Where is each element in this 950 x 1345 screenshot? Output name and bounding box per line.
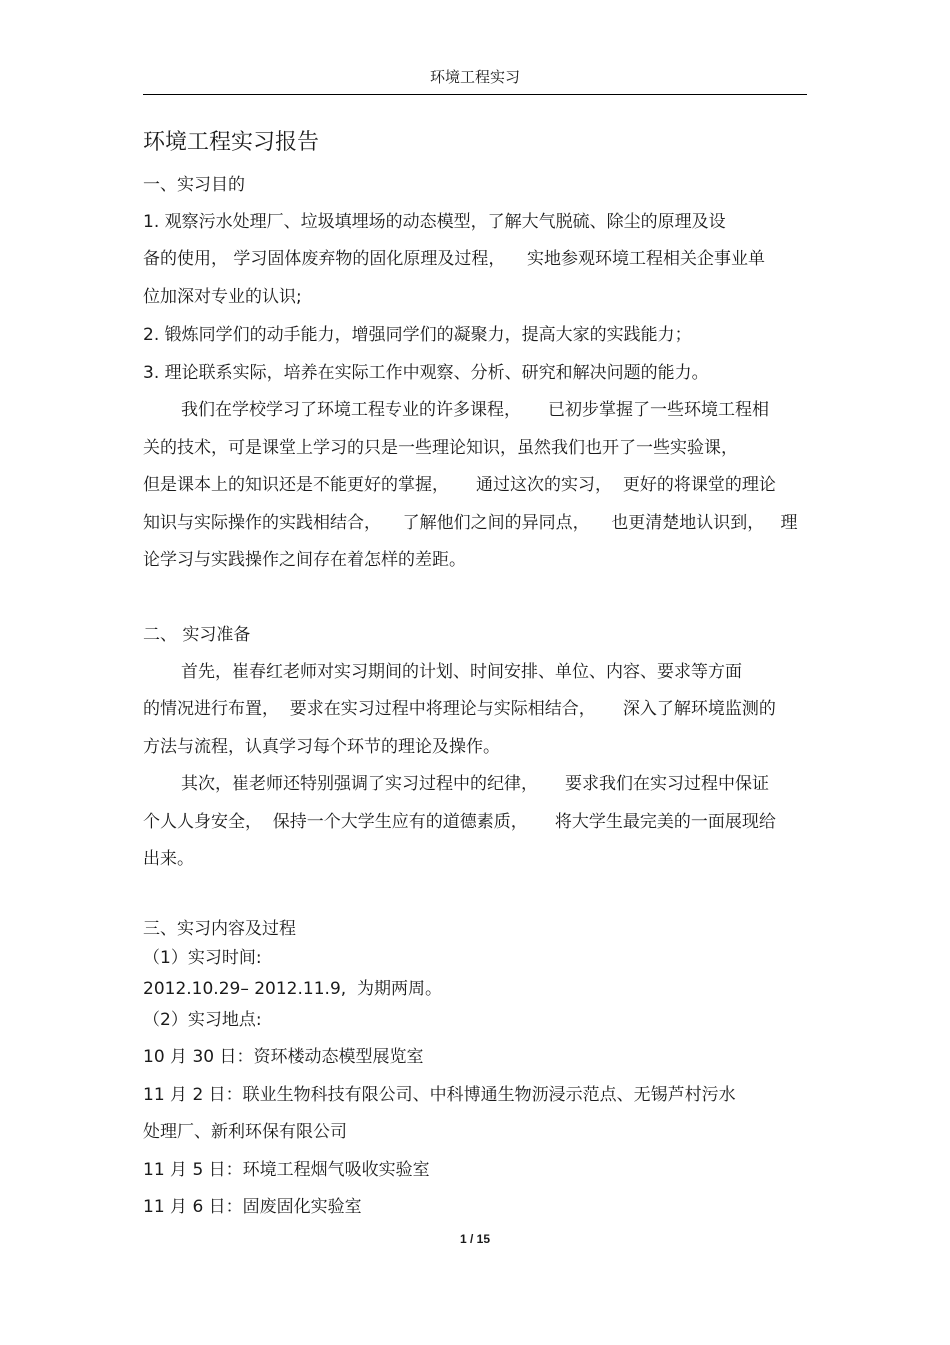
paragraph-line: 但是课本上的知识还是不能更好的掌握， 通过这次的实习， 更好的将课堂的理论	[143, 475, 776, 495]
paragraph-line: 的情况进行布置， 要求在实习过程中将理论与实际相结合， 深入了解环境监测的	[143, 699, 776, 719]
paragraph-line: 个人人身安全， 保持一个大学生应有的道德素质， 将大学生最完美的一面展现给	[143, 812, 776, 832]
paragraph-line: 首先，崔春红老师对实习期间的计划、时间安排、单位、内容、要求等方面	[181, 662, 742, 682]
page-number: 1 / 15	[459, 1232, 491, 1246]
paragraph-line: 论学习与实践操作之间存在着怎样的差距。	[143, 550, 466, 570]
place-entry: 10 月 30 日：资环楼动态模型展览室	[143, 1047, 424, 1067]
section-heading: 二、 实习准备	[143, 625, 251, 645]
paragraph-line: 关的技术，可是课堂上学习的只是一些理论知识，虽然我们也开了一些实验课，	[143, 438, 738, 458]
paragraph-line: 出来。	[143, 849, 194, 869]
section-heading: 三、实习内容及过程	[143, 919, 296, 939]
purpose-item-3: 3. 理论联系实际，培养在实际工作中观察、分析、研究和解决问题的能力。	[143, 363, 709, 383]
section-heading: 一、实习目的	[143, 175, 245, 195]
paragraph-line: 我们在学校学习了环境工程专业的许多课程， 已初步掌握了一些环境工程相	[181, 400, 770, 420]
time-label: （1）实习时间:	[143, 948, 262, 968]
header-divider	[143, 94, 807, 95]
paragraph-line: 方法与流程，认真学习每个环节的理论及操作。	[143, 737, 500, 757]
paragraph-line: 其次，崔老师还特别强调了实习过程中的纪律， 要求我们在实习过程中保证	[181, 774, 770, 794]
purpose-item-1-line-3: 位加深对专业的认识;	[143, 287, 302, 307]
place-label: （2）实习地点:	[143, 1010, 262, 1030]
purpose-item-1-line-1: 1. 观察污水处理厂、垃圾填埋场的动态模型，了解大气脱硫、除尘的原理及设	[143, 212, 726, 232]
place-entry: 11 月 5 日：环境工程烟气吸收实验室	[143, 1160, 430, 1180]
running-header: 环境工程实习	[429, 68, 520, 86]
time-value: 2012.10.29– 2012.11.9, 为期两周。	[143, 979, 442, 999]
place-entry: 11 月 6 日：固废固化实验室	[143, 1197, 362, 1217]
purpose-item-2: 2. 锻炼同学们的动手能力，增强同学们的凝聚力，提高大家的实践能力；	[143, 325, 692, 345]
paragraph-line: 知识与实际操作的实践相结合， 了解他们之间的异同点， 也更清楚地认识到， 理	[143, 513, 798, 533]
place-entry: 11 月 2 日：联业生物科技有限公司、中科博通生物沥浸示范点、无锡芦村污水	[143, 1085, 736, 1105]
place-entry-continued: 处理厂、新利环保有限公司	[143, 1122, 347, 1142]
purpose-item-1-line-2: 备的使用， 学习固体废弃物的固化原理及过程， 实地参观环境工程相关企事业单	[143, 249, 766, 269]
document-title: 环境工程实习报告	[143, 130, 320, 155]
